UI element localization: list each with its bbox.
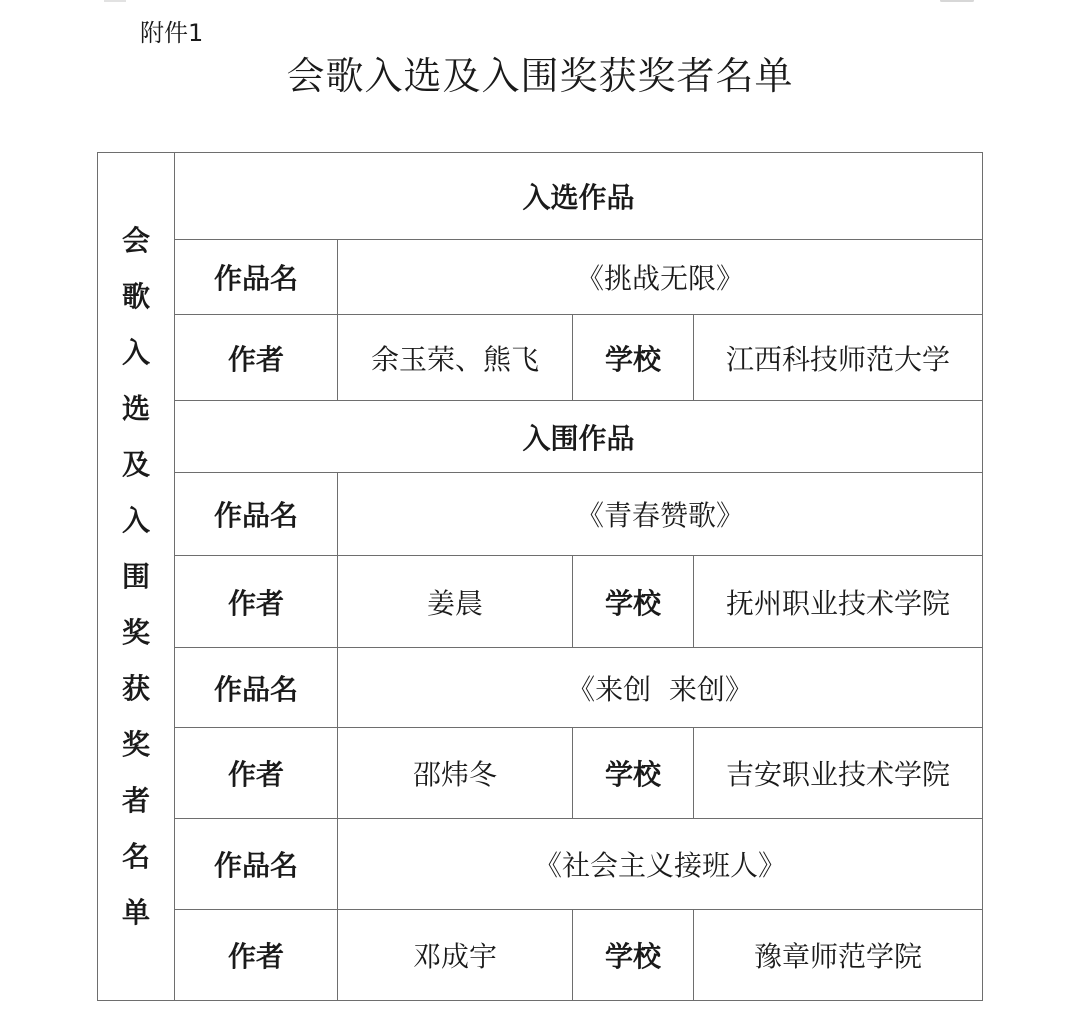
work-name-label: 作品名	[175, 819, 338, 910]
shortlisted-works-heading: 入围作品	[175, 401, 983, 473]
author-label: 作者	[175, 315, 338, 401]
shortlisted-heading-row	[98, 401, 983, 473]
table-row	[98, 315, 983, 401]
author-label: 作者	[175, 910, 338, 1001]
author-label: 作者	[175, 728, 338, 819]
work-name-label: 作品名	[175, 648, 338, 728]
author-name: 邓成宇	[338, 910, 573, 1001]
work-title: 《社会主义接班人》	[338, 819, 983, 910]
selected-heading-row	[98, 153, 983, 240]
table-row	[98, 819, 983, 910]
side-label-cell	[98, 153, 175, 1001]
table-row	[98, 910, 983, 1001]
attachment-label: 附件1	[140, 19, 204, 47]
work-name-label: 作品名	[175, 240, 338, 315]
work-name-label: 作品名	[175, 473, 338, 556]
school-name: 豫章师范学院	[694, 910, 983, 1001]
work-title: 《来创 来创》	[338, 648, 983, 728]
side-label: 会歌入选及入围奖获奖者名单	[121, 223, 150, 929]
school-name: 抚州职业技术学院	[694, 556, 983, 648]
table-row	[98, 556, 983, 648]
table-row	[98, 240, 983, 315]
school-label: 学校	[573, 728, 694, 819]
document-title: 会歌入选及入围奖获奖者名单	[286, 54, 794, 98]
award-winners-table	[97, 152, 983, 1001]
author-label: 作者	[175, 556, 338, 648]
school-name: 江西科技师范大学	[694, 315, 983, 401]
scan-edge-mark-left	[104, 0, 126, 2]
author-name: 邵炜冬	[338, 728, 573, 819]
selected-works-heading: 入选作品	[175, 153, 983, 240]
school-label: 学校	[573, 556, 694, 648]
scan-edge-mark-right	[940, 0, 974, 2]
work-title: 《挑战无限》	[338, 240, 983, 315]
school-name: 吉安职业技术学院	[694, 728, 983, 819]
table-row	[98, 473, 983, 556]
author-name: 姜晨	[338, 556, 573, 648]
table-row	[98, 648, 983, 728]
school-label: 学校	[573, 910, 694, 1001]
school-label: 学校	[573, 315, 694, 401]
work-title: 《青春赞歌》	[338, 473, 983, 556]
table-row	[98, 728, 983, 819]
author-name: 余玉荣、熊飞	[338, 315, 573, 401]
